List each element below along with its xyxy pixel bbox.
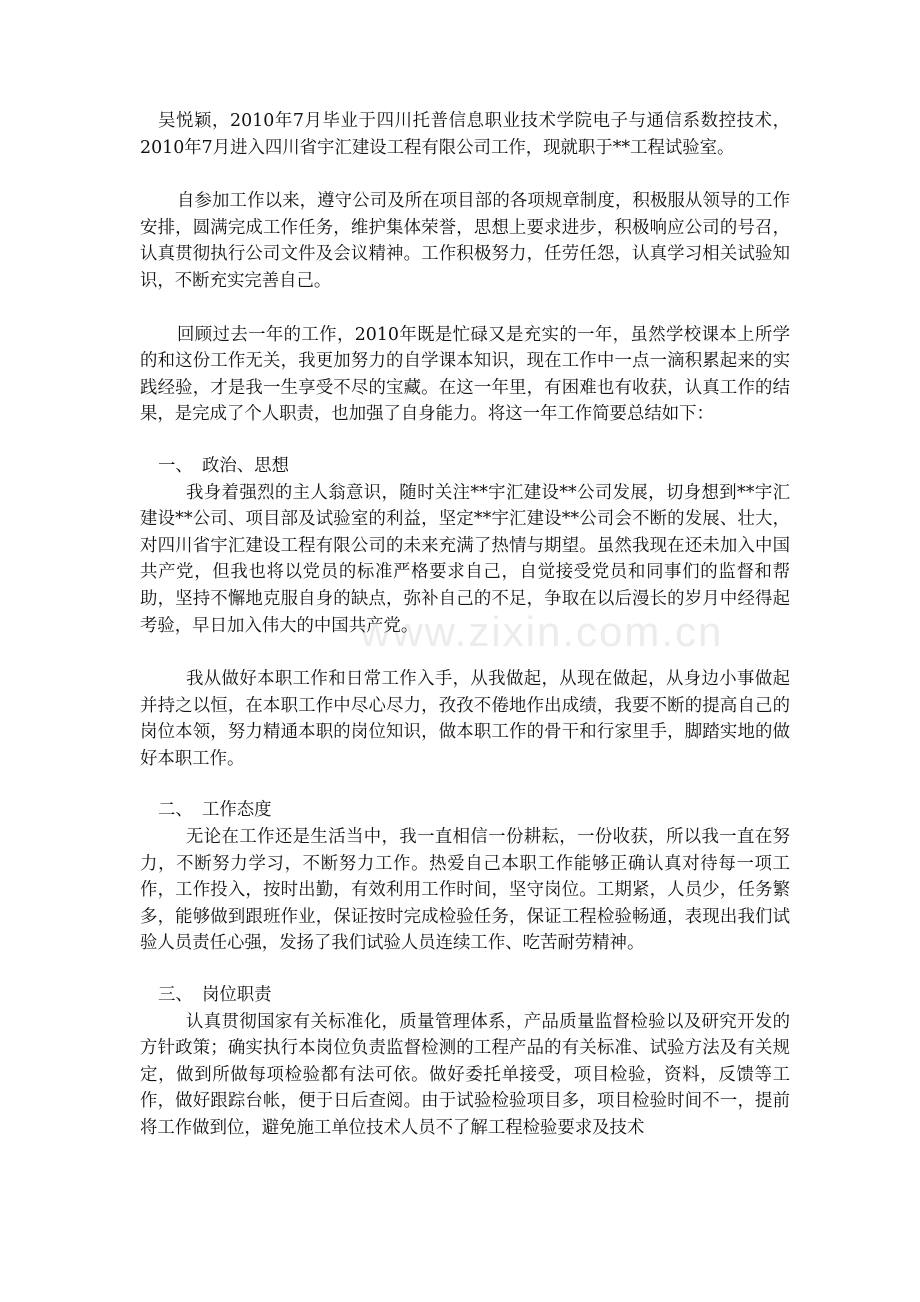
section-heading xyxy=(140,982,790,1009)
section-number: 二、 xyxy=(158,800,193,821)
section-number: 三、 xyxy=(158,985,193,1006)
section-paragraph: 我身着强烈的主人翁意识，随时关注**宇汇建设**公司发展，切身想到**宇汇建设**公司、项目部及试验室的利益，坚定**宇汇建设**公司会不断的发展、壮大，对四川省宇汇建设工程有限公司的未来充满了热情与期望。虽然我现在还未加入中国共产党，但我也将以党员的标准严格要求自己，自觉接受党员和同事们的监督和帮助，坚持不懈地克服自身的缺点，弥补自己的不足，争取在以后漫长的岁月中经得起考验，早日加入伟大的中国共产党。 xyxy=(140,482,790,636)
section-heading xyxy=(140,453,790,480)
section-paragraph: 我从做好本职工作和日常工作入手，从我做起，从现在做起，从身边小事做起并持之以恒，在本职工作中尽心尽力，孜孜不倦地作出成绩，我要不断的提高自己的岗位本领，努力精通本职的岗位知识，做本职工作的骨干和行家里手，脚踏实地的做好本职工作。 xyxy=(140,669,790,769)
watermark: www.zixin.com.cn xyxy=(360,608,724,655)
section-paragraph: 认真贯彻国家有关标准化，质量管理体系，产品质量监督检验以及研究开发的方针政策；确实执行本岗位负责监督检测的工程产品的有关标准、试验方法及有关规定，做到所做每项检验都有法可依。做好委托单接受，项目检验，资料，反馈等工作，做好跟踪台帐，便于日后查阅。由于试验检验项目多，项目检验时间不一，提前将工作做到位，避免施工单位技术人员不了解工程检验要求及技术 xyxy=(140,1011,790,1138)
document-body xyxy=(140,108,790,1142)
section-title: 岗位职责 xyxy=(202,985,272,1006)
body-paragraph: 回顾过去一年的工作，2010年既是忙碌又是充实的一年，虽然学校课本上所学的和这份工作无关，我更加努力的自学课本知识，现在工作中一点一滴积累起来的实践经验，才是我一生享受不尽的宝藏。在这一年里，有困难也有收获，认真工作的结果，是完成了个人职责，也加强了自身能力。将这一年工作简要总结如下： xyxy=(140,324,790,425)
section-title: 政治、思想 xyxy=(202,455,289,476)
section-paragraph: 无论在工作还是生活当中，我一直相信一份耕耘，一份收获，所以我一直在努力，不断努力学习，不断努力工作。热爱自己本职工作能够正确认真对待每一项工作，工作投入，按时出勤，有效利用工作时间，坚守岗位。工期紧，人员少，任务繁多，能够做到跟班作业，保证按时完成检验任务，保证工程检验畅通，表现出我们试验人员责任心强，发扬了我们试验人员连续工作、吃苦耐劳精神。 xyxy=(140,827,790,954)
section-heading xyxy=(140,797,790,824)
section-number: 一、 xyxy=(158,455,193,476)
body-paragraph: 自参加工作以来，遵守公司及所在项目部的各项规章制度，积极服从领导的工作安排，圆满完成工作任务，维护集体荣誉，思想上要求进步，积极响应公司的号召，认真贯彻执行公司文件及会议精神。工作积极努力，任劳任怨，认真学习相关试验知识，不断充实完善自己。 xyxy=(140,191,790,291)
intro-paragraph: 吴悦颖，2010年7月毕业于四川托普信息职业技术学院电子与通信系数控技术，2010年7月进入四川省宇汇建设工程有限公司工作，现就职于**工程试验室。 xyxy=(140,111,790,158)
section-title: 工作态度 xyxy=(202,800,272,821)
